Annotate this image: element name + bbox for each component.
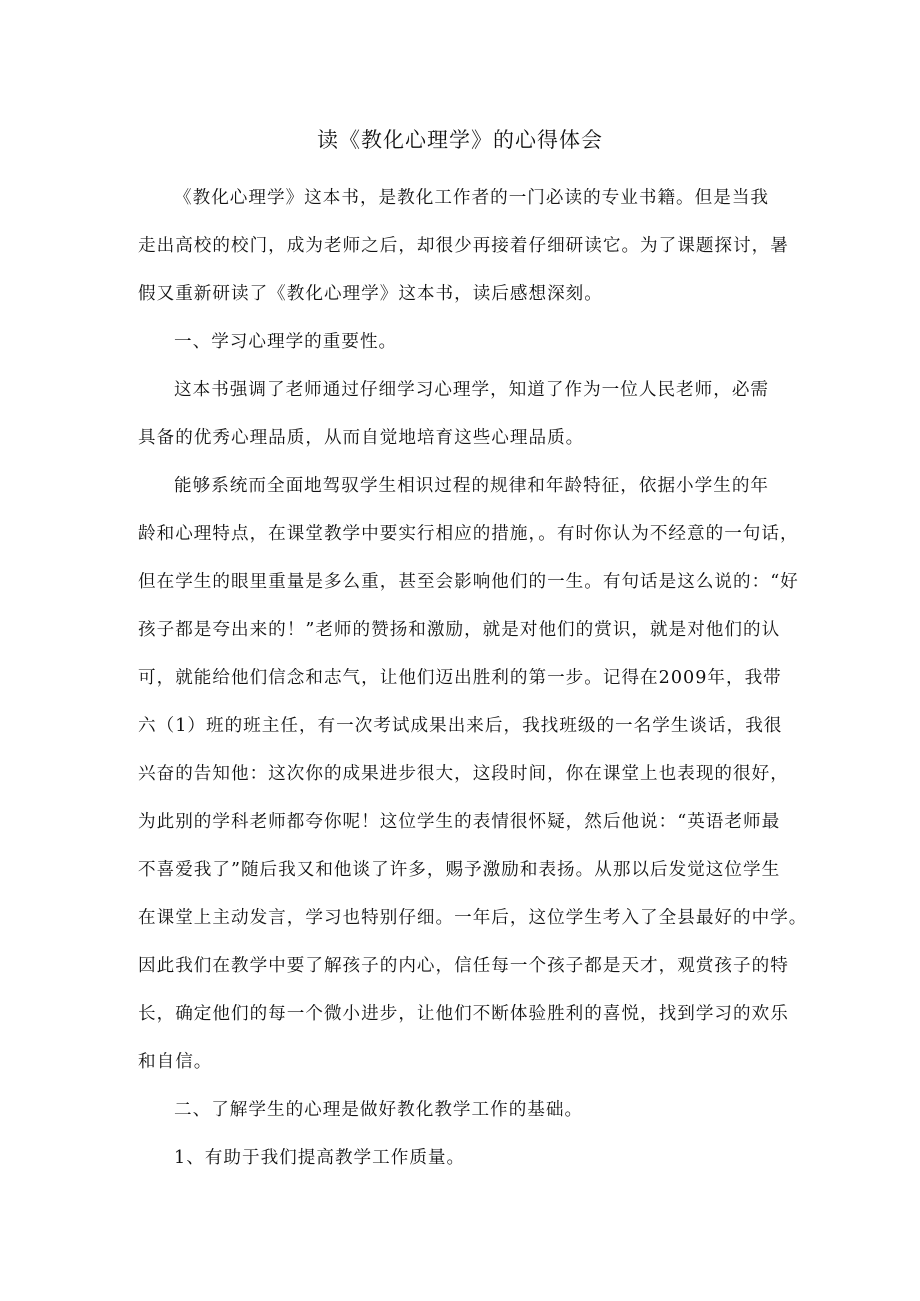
text-line: 可，就能给他们信念和志气，让他们迈出胜利的第一步。记得在2009年，我带 bbox=[138, 668, 782, 688]
section-heading-1 bbox=[138, 318, 788, 366]
text-line: 和自信。 bbox=[138, 1052, 213, 1072]
document-title: 读《教化心理学》的心得体会 bbox=[317, 128, 603, 152]
paragraph-intro bbox=[138, 174, 788, 318]
text-line: 因此我们在教学中要了解孩子的内心，信任每一个孩子都是天才，观赏孩子的特 bbox=[138, 956, 789, 976]
text-line: 假又重新研读了《教化心理学》这本书，读后感想深刻。 bbox=[138, 284, 603, 304]
text-line: 兴奋的告知他：这次你的成果进步很大，这段时间，你在课堂上也表现的很好， bbox=[138, 764, 789, 784]
text-line: 六（1）班的班主任，有一次考试成果出来后，我找班级的一名学生谈话，我很 bbox=[138, 716, 783, 736]
text-line: 孩子都是夸出来的！”老师的赞扬和激励，就是对他们的赏识，就是对他们的认 bbox=[138, 620, 781, 640]
text-line: 走出高校的校门，成为老师之后，却很少再接着仔细研读它。为了课题探讨，暑 bbox=[138, 236, 789, 256]
text-line: 能够系统而全面地驾驭学生相识过程的规律和年龄特征，依据小学生的年 bbox=[174, 476, 770, 496]
section-heading-2 bbox=[138, 1086, 788, 1134]
text-line: 一、学习心理学的重要性。 bbox=[174, 332, 398, 352]
subsection-heading-1 bbox=[138, 1134, 788, 1182]
text-line: 二、了解学生的心理是做好教化教学工作的基础。 bbox=[174, 1100, 584, 1120]
text-line: 但在学生的眼里重量是多么重，甚至会影响他们的一生。有句话是这么说的：“好 bbox=[138, 572, 799, 592]
paragraph-importance bbox=[138, 366, 788, 462]
text-line: 《教化心理学》这本书，是教化工作者的一门必读的专业书籍。但是当我 bbox=[174, 188, 770, 208]
text-line: 为此别的学科老师都夸你呢！这位学生的表情很怀疑，然后他说：“英语老师最 bbox=[138, 812, 781, 832]
text-line: 不喜爱我了”随后我又和他谈了许多，赐予激励和表扬。从那以后发觉这位学生 bbox=[138, 860, 781, 880]
paragraph-story bbox=[138, 462, 808, 1086]
text-line: 长，确定他们的每一个微小进步，让他们不断体验胜利的喜悦，找到学习的欢乐 bbox=[138, 1004, 789, 1024]
text-line: 在课堂上主动发言，学习也特别仔细。一年后，这位学生考入了全县最好的中学。 bbox=[138, 908, 808, 928]
text-line: 龄和心理特点，在课堂教学中要实行相应的措施，。有时你认为不经意的一句话， bbox=[138, 524, 799, 544]
text-line: 具备的优秀心理品质，从而自觉地培育这些心理品质。 bbox=[138, 428, 585, 448]
text-line: 这本书强调了老师通过仔细学习心理学，知道了作为一位人民老师，必需 bbox=[174, 380, 770, 400]
text-line: 1、有助于我们提高教学工作质量。 bbox=[174, 1148, 466, 1168]
